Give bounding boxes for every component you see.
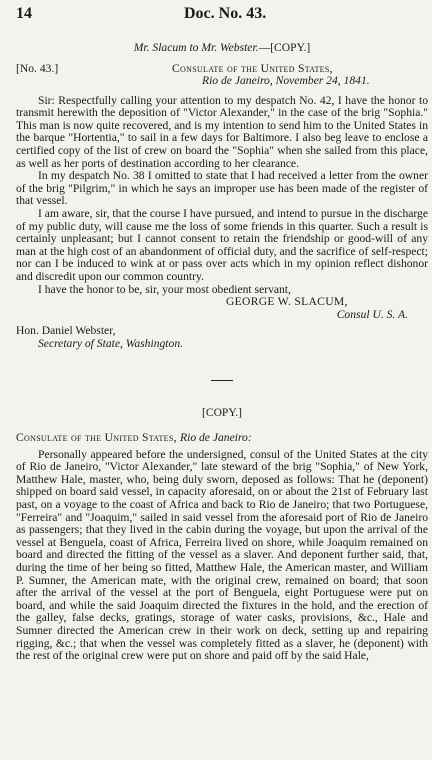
letter-paragraph-1: Sir: Respectfully calling your attention to my despatch No. 42, I have the honor to transmit herewith the deposition of "Victor Alexander," in the case of the brig "Sophia." This man is now quite recovered, and is my intention to send him to the United States in the barque "Hortentia," to sail in a few days for Baltimore. I also beg leave to enclose a certified copy of the list of crew on board the "Sophia" when she sailed from this place, as well as her ports of destination according to her clearance. bbox=[16, 93, 428, 170]
place-date-line: Rio de Janeiro, November 24, 1841. bbox=[202, 74, 370, 88]
letter-copy-label: —[COPY.] bbox=[258, 41, 311, 54]
letter-paragraph-3: I am aware, sir, that the course I have pursued, and intend to pursue in the discharge of my public duty, will cause me the loss of some friends in this quarter. Such a result is certainly unpleasant; but I cannot consent to retain the friendship or good-will of any man at the high cost of an abandonment of official duty, and the sacrifice of self-respect; nor can I be induced to wink at or pass over acts which in my opinion reflect dishonor and discredit upon our common country. bbox=[16, 206, 428, 283]
letter-origin bbox=[172, 63, 422, 88]
signature-name: GEORGE W. SLACUM, bbox=[226, 295, 348, 309]
letter-paragraph-2: In my despatch No. 38 I omitted to state that I had received a letter from the owner of the brig "Pilgrim," in which he says an improper use has been made of the register of that vessel. bbox=[16, 169, 428, 208]
section-divider bbox=[211, 380, 233, 381]
deposition-copy-label: [COPY.] bbox=[201, 406, 243, 420]
addressee-name: Hon. Daniel Webster, bbox=[16, 324, 116, 338]
document-number: Doc. No. 43. bbox=[184, 5, 267, 22]
page-header bbox=[16, 6, 428, 32]
letter-title bbox=[16, 42, 428, 55]
deposition-paragraph: Personally appeared before the undersigned, consul of the United States at the city of Rio de Janeiro, "Victor Alexander," late steward of the brig "Sophia," of New York, Matthew Hale, master, who, being duly sworn, deposed as follows: That he (deponent) shipped on board said vessel, in capacity aforesaid, on or about the 21st of February last past, on a voyage to the coast of Africa and back to Rio de Janeiro; that two Portuguese, "Ferreira" and "Joaquim," sailed in said vessel from the aforesaid port of Rio de Janeiro as passengers; that they lived in the cabin during the voyage, but upon the arrival of the vessel at Benguela, coast of Africa, Ferreira lived on shore, while Joaquim remained on board and directed the fitting of the vessel as a slaver. And deponent further said, that, during the time of her being so fitted, Matthew Hale, the American master, and William P. Sumner, the American mate, with the original crew, remained on board; that soon after the arrival of the vessel at the port of Benguela, eight Portuguese were put on board, and while the said Joaquim directed the fixtures in the hold, and the erection of the galley, false decks, gratings, storage of water casks, provisions, &c., Hale and Sumner directed the American crew in their work on deck, setting up and repairing rigging, &c.; that when the vessel was completely fitted as a slaver, he (deponent) with the rest of the original crew were put on shore and paid off by the said Hale, bbox=[16, 447, 428, 663]
letter-title-text: Mr. Slacum to Mr. Webster. bbox=[133, 41, 259, 54]
letter-closing: I have the honor to be, sir, your most obedient servant, bbox=[38, 282, 291, 296]
deposition-place: Rio de Janeiro: bbox=[180, 431, 252, 445]
signature-title: Consul U. S. A. bbox=[336, 307, 408, 321]
letter-body bbox=[16, 95, 428, 297]
deposition-consulate: Consulate of the United States, bbox=[16, 431, 181, 445]
addressee-title: Secretary of State, Washington. bbox=[38, 336, 184, 350]
consulate-line: Consulate of the United States, bbox=[172, 61, 333, 75]
letter-reference: [No. 43.] bbox=[16, 61, 59, 75]
deposition-heading bbox=[16, 432, 428, 445]
letter-meta bbox=[16, 63, 428, 89]
page-number: 14 bbox=[16, 5, 32, 22]
addressee-block bbox=[16, 325, 428, 350]
